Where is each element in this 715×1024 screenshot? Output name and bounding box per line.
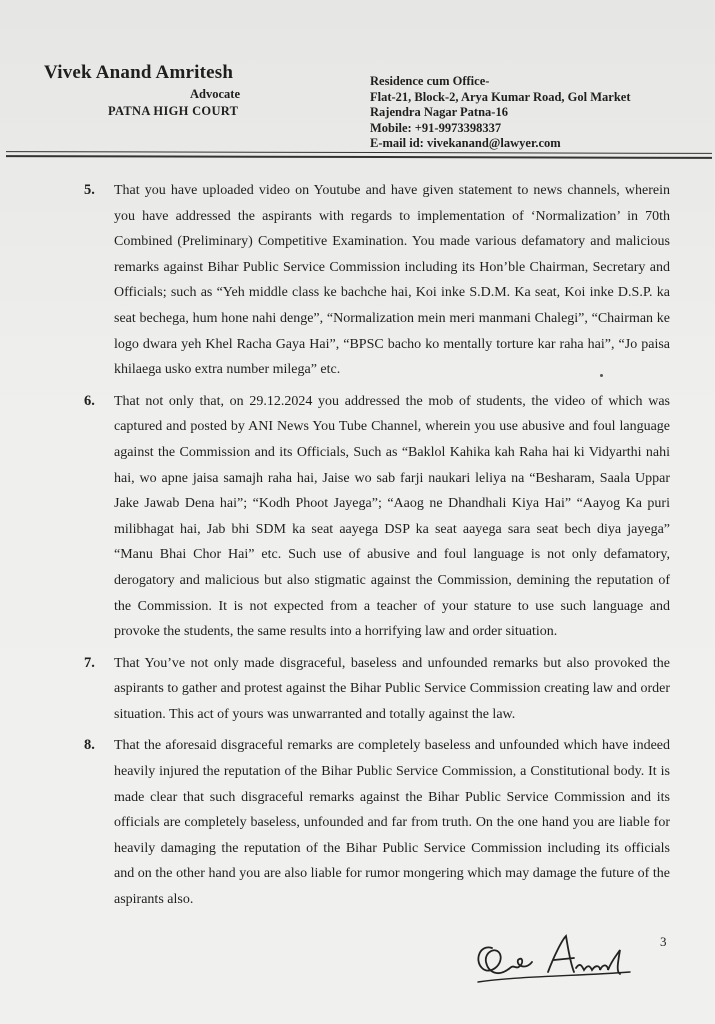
signature-image <box>470 926 640 996</box>
paragraph-text: That the aforesaid disgraceful remarks are completely baseless and unfounded which have indeed heavily injured the reputation of the Bihar Public Service Commission, a Constitutional body. It is made clear that such disgraceful remarks against the Bihar Public Service Commission and its officials are completely baseless, unfounded and far from truth. On the one hand you are liable for heavily damaging the reputation of the Bihar Public Service Commission including its officials and on the other hand you are also liable for rumor mongering which may damage the future of the aspirants also. <box>114 738 670 908</box>
paragraph-number: 8. <box>84 737 95 754</box>
address-line: Rajendra Nagar Patna-16 <box>370 105 508 119</box>
document-body <box>84 178 670 913</box>
paragraph-number: 7. <box>84 654 95 671</box>
paragraph-text: That not only that, on 29.12.2024 you addressed the mob of students, the video of which was captured and posted by ANI News You Tube Channel, wherein you use abusive and foul language against the Commission and its Officials, Such as “Baklol Kahika kah Raha hai ki Vidyarthi nahi hai, wo apne jaisa samajh raha hai, Jaise wo sab farji naukari leliya na “Besharam, Saala Uppar Jake Jawab Dena hai”; “Kodh Phoot Jayega”; “Aaog ne Dhandhali Kiya Hai” “Aayog Ka puri milibhagat hai, Jab bhi SDM ka seat aayega DSP ka seat aayega sara seat bech diya jayega” “Manu Bhai Chor Hai” etc. Such use of abusive and foul language is not only defamatory, derogatory and malicious but also stigmatic against the Commission, demining the reputation of the Commission. It is not expected from a teacher of your stature to use such language and provoke the students, the same results into a horrifying law and order situation. <box>114 393 670 640</box>
address-line: E-mail id: vivekanand@lawyer.com <box>370 136 561 150</box>
court-name: PATNA HIGH COURT <box>108 104 239 118</box>
address-line: Mobile: +91-9973398337 <box>370 120 502 135</box>
paragraph-text: That You’ve not only made disgraceful, baseless and unfounded remarks but also provoked the aspirants to gather and protest against the Bihar Public Service Commission creating law and order situation. This act of yours was unwarranted and totally against the law. <box>114 655 670 722</box>
letterhead-address <box>370 74 631 152</box>
paragraph-7 <box>84 651 670 728</box>
paragraph-5 <box>84 178 670 383</box>
paragraph-text: That you have uploaded video on Youtube and have given statement to news channels, wherein you have addressed the aspirants with regards to implementation of ‘Normalization’ in 70th Combined (Preliminary) Competitive Examination. You made various defamatory and malicious remarks against Bihar Public Service Commission including its Hon’ble Chairman, Secretary and Officials; such as “Yeh middle class ke bachche hai, Koi inke S.D.M. Ka seat, Koi inke D.S.P. ka seat bechega, hum hone nahi denge”, “Normalization mein meri manmani Chalegi”, “Chairman ke logo dwara yeh Khel Racha Gaya Hai”, “BPSC bacho ko mentally torture kar raha hai”, “Jo paisa khilaega usko extra number milega” etc. <box>114 183 670 378</box>
paragraph-6 <box>84 389 670 645</box>
header-divider <box>6 151 712 154</box>
address-line: Residence cum Office- <box>370 74 490 88</box>
paragraph-8 <box>84 733 670 912</box>
header-divider <box>6 155 712 159</box>
advocate-designation: Advocate <box>190 87 240 101</box>
page-number: 3 <box>660 934 667 949</box>
letterhead-left <box>44 62 304 119</box>
paragraph-number: 6. <box>84 392 95 409</box>
paragraph-number: 5. <box>84 182 95 198</box>
address-line: Flat-21, Block-2, Arya Kumar Road, Gol Market <box>370 89 631 104</box>
advocate-name: Vivek Anand Amritesh <box>44 62 234 83</box>
ink-speck <box>600 374 603 377</box>
